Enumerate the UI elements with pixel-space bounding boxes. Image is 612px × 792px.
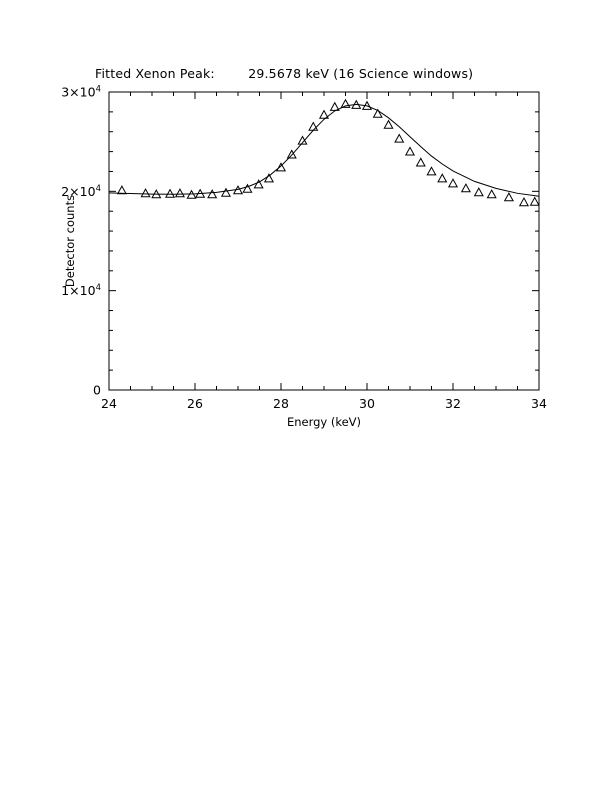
data-point-marker [475,188,483,196]
data-point-marker [417,158,425,166]
data-point-marker [449,179,457,187]
data-point-marker [438,174,446,182]
y-tick-label: $1\times 10^4$ [61,283,101,299]
data-point-marker [208,190,216,198]
x-tick-label: 30 [359,396,375,411]
plot-frame [109,92,539,390]
data-point-marker [166,190,174,198]
data-point-marker [505,193,513,201]
x-tick-label: 24 [101,396,117,411]
data-point-marker [531,198,539,206]
data-point-marker [384,121,392,129]
data-point-marker [488,190,496,198]
y-tick-label: $3\times 10^4$ [61,84,101,100]
x-axis-title: Energy (keV) [286,415,362,429]
data-point-marker [176,189,184,197]
axis-labels [61,85,547,430]
x-tick-label: 32 [445,396,461,411]
y-axis-title: Detector counts [63,194,77,288]
data-point-marker [520,198,528,206]
data-point-marker [222,189,230,197]
data-point-marker [118,186,126,194]
data-series [109,100,539,206]
data-point-marker [277,163,285,171]
chart-title: Fitted Xenon Peak: 29.5678 keV (16 Science windows) [95,66,474,81]
data-point-marker [406,147,414,155]
x-tick-label: 28 [273,396,289,411]
y-tick-label: $2\times 10^4$ [61,183,101,199]
data-point-marker [309,123,317,131]
data-point-marker [395,134,403,142]
x-tick-label: 34 [531,396,547,411]
axes [109,92,539,390]
data-point-marker [427,167,435,175]
y-tick-label: 0 [93,382,101,398]
data-point-marker [141,189,149,197]
data-point-marker [462,184,470,192]
x-tick-label: 26 [187,396,203,411]
